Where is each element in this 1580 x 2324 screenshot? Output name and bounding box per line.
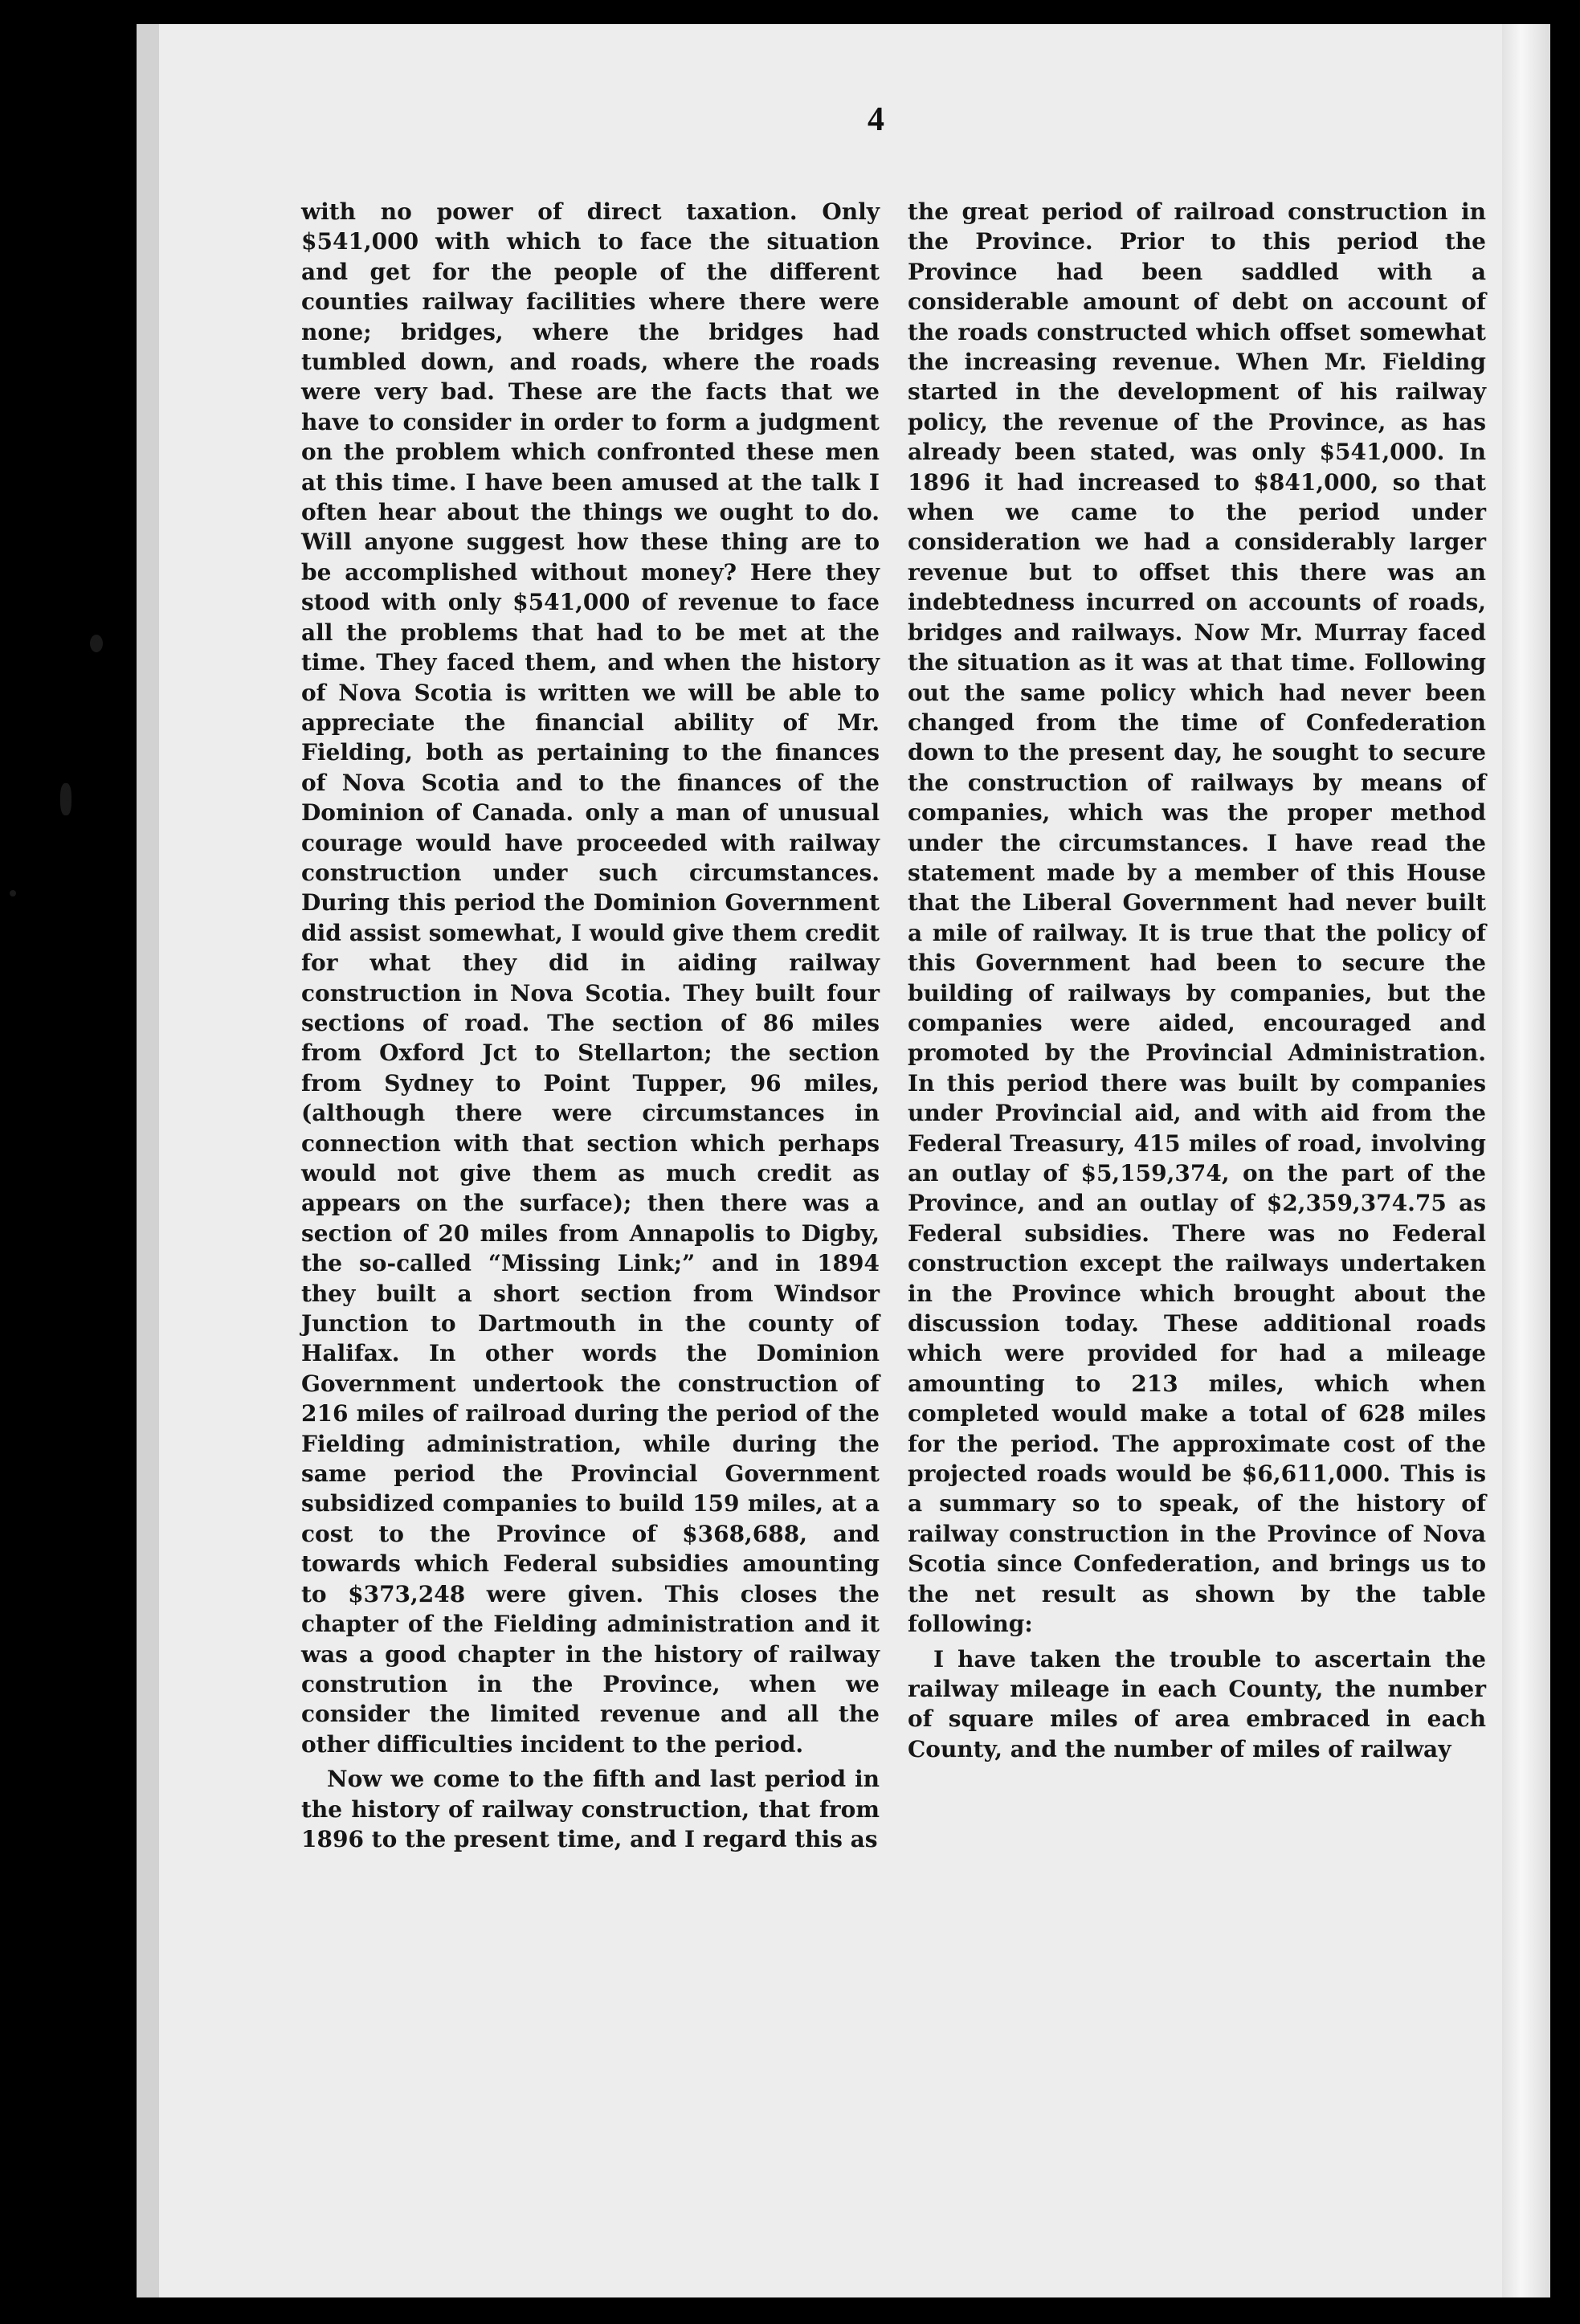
page-right-edge — [1502, 24, 1550, 2297]
scan-speck — [60, 783, 71, 815]
right-paragraph-2: I have taken the trouble to ascertain the railway mileage in each County, the number of square miles of area embraced in each County, and the number of miles of railway — [908, 1645, 1486, 1762]
left-text-column — [301, 197, 880, 1854]
page-number: 4 — [868, 101, 884, 138]
scan-speck — [90, 635, 103, 652]
left-paragraph-1: with no power of direct taxation. Only $541,000 with which to face the situation and get for the people of the different counties railway facilities where there were none; bridges, where the bridges had tumbled down, and roads, where the roads were very bad. These are the facts that we have to consider in order to form a judgment on the problem which confronted these men at this time. I have been amused at the talk I often hear about the things we ought to do. Will anyone suggest how these thing are to be accomplished without money? Here they stood with only $541,000 of revenue to face all the problems that had to be met at the time. They faced them, and when the history of Nova Scotia is written we will be able to appreciate the financial ability of Mr. Fielding, both as pertaining to the finances of Nova Scotia and to the finances of the Dominion of Canada. only a man of unusual courage would have proceeded with railway construction under such circumstances. During this period the Dominion Government did assist somewhat, I would give them credit for what they did in aiding railway construction in Nova Scotia. They built four sections of road. The section of 86 miles from Oxford Jct to Stellarton; the section from Sydney to Point Tupper, 96 miles, (although there were circumstances in connection with that section which perhaps would not give them as much credit as appears on the surface); then there was a section of 20 miles from Annapolis to Digby, the so-called “Missing Link;” and in 1894 they built a short section from Windsor Junction to Dartmouth in the county of Halifax. In other words the Dominion Government undertook the construction of 216 miles of railroad during the period of the Fielding administration, while during the same period the Provincial Government subsidized companies to build 159 miles, at a cost to the Province of $368,688, and towards which Federal subsidies amounting to $373,248 were given. This closes the chapter of the Fielding administration and it was a good chapter in the history of railway constrution in the Province, when we consider the limited revenue and all the other difficulties incident to the period. — [301, 198, 880, 1758]
page-binding-edge — [137, 24, 159, 2297]
right-text-column — [908, 197, 1486, 1764]
right-paragraph-1: the great period of railroad construction in the Province. Prior to this period the Province had been saddled with a considerable amount of debt on account of the roads constructed which offset somewhat the increasing revenue. When Mr. Fielding started in the development of his railway policy, the revenue of the Province, as has already been stated, was only $541,000. In 1896 it had increased to $841,000, so that when we came to the period under consideration we had a considerably larger revenue but to offset this there was an indebtedness incurred on accounts of roads, bridges and railways. Now Mr. Murray faced the situation as it was at that time. Following out the same policy which had never been changed from the time of Confederation down to the present day, he sought to secure the construction of railways by means of companies, which was the proper method under the circumstances. I have read the statement made by a member of this House that the Liberal Government had never built a mile of railway. It is true that the policy of this Government had been to secure the building of railways by companies, but the companies were aided, encouraged and promoted by the Provincial Administration. In this period there was built by companies under Provincial aid, and with aid from the Federal Treasury, 415 miles of road, involving an outlay of $5,159,374, on the part of the Province, and an outlay of $2,359,374.75 as Federal subsidies. There was no Federal construction except the railways undertaken in the Province which brought about the discussion today. These additional roads which were provided for had a mileage amounting to 213 miles, which when completed would make a total of 628 miles for the period. The approximate cost of the projected roads would be $6,611,000. This is a summary so to speak, of the history of railway construction in the Province of Nova Scotia since Confederation, and brings us to the net result as shown by the table following: — [908, 198, 1486, 1638]
scan-speck — [10, 890, 16, 897]
document-page — [137, 24, 1550, 2297]
left-paragraph-2: Now we come to the fifth and last period in the history of railway construction, that from 1896 to the present time, and I regard this as — [301, 1766, 880, 1852]
